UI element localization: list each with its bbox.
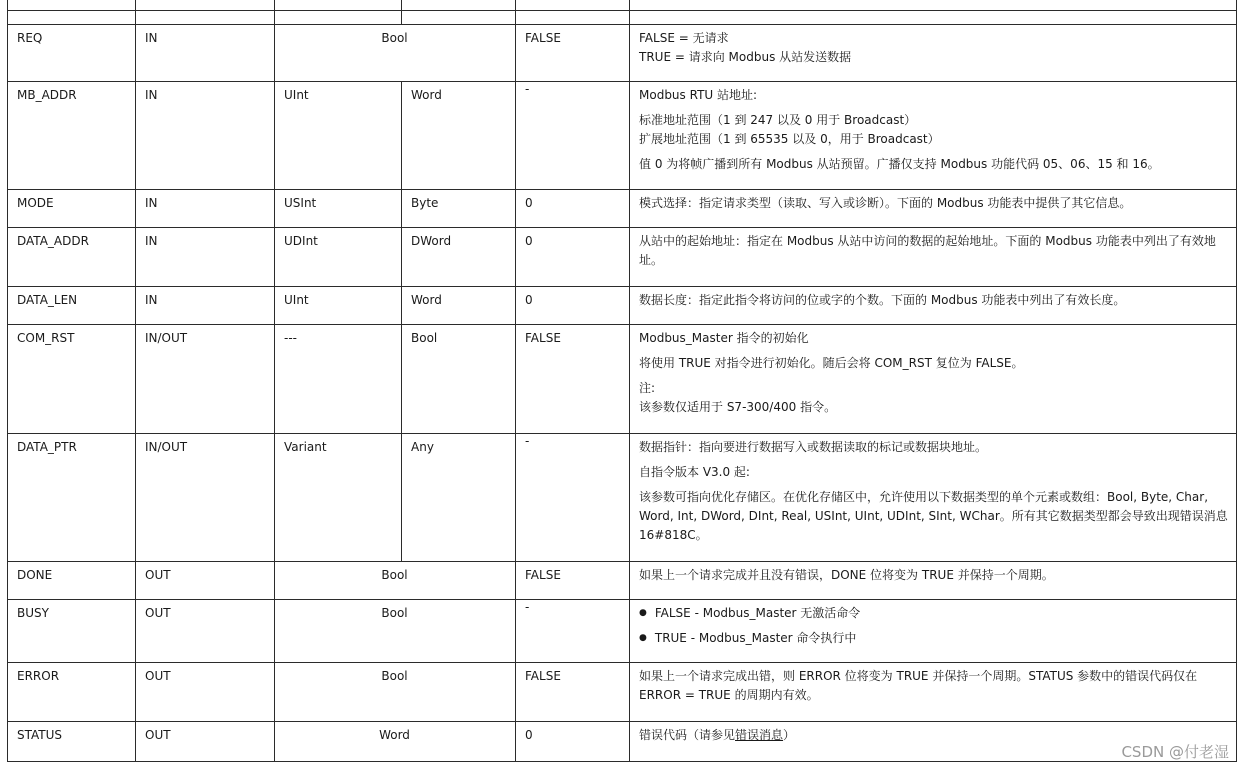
description-line: 自指令版本 V3.0 起: [639,465,750,479]
row-divider [7,761,1237,762]
bullet-dot-icon: ● [639,633,647,643]
default-value-cell: - [525,82,530,96]
data-type-s7-1200-cell: Byte [411,196,439,210]
declaration-cell: OUT [145,728,171,742]
row-divider [7,599,1237,600]
description-cell [639,232,1216,270]
description-line: 数据指针：指向要进行数据写入或数据读取的标记或数据块地址。 [639,440,988,454]
description-text: ） [783,728,796,742]
description-paragraph [639,488,1228,545]
data-type-cell: Bool [381,669,408,683]
description-line: Modbus RTU 站地址: [639,88,758,102]
description-cell [639,667,1197,705]
declaration-cell: IN [145,234,158,248]
column-divider [401,324,402,433]
description-cell [639,329,1023,417]
row-divider [7,662,1237,663]
param-name-cell: BUSY [17,606,49,620]
description-paragraph [639,566,1054,585]
param-name-cell: DATA_PTR [17,440,77,454]
description-paragraph [639,86,1160,105]
default-value-cell: FALSE [525,331,561,345]
description-cell [639,29,851,67]
description-line: 从站中的起始地址：指定在 Modbus 从站中访问的数据的起始地址。下面的 Modbus 功能表中列出了有效地 [639,234,1216,248]
param-name-cell: COM_RST [17,331,75,345]
description-paragraph [639,194,1131,213]
row-divider [7,227,1237,228]
description-line: 如果上一个请求完成出错，则 ERROR 位将变为 TRUE 并保持一个周期。STATUS 参数中的错误代码仅在 [639,669,1198,683]
description-line: FALSE = 无请求 [639,31,729,45]
description-cell [639,194,1131,213]
description-line: 标准地址范围（1 到 247 以及 0 用于 Broadcast） [639,113,917,127]
column-divider [401,81,402,189]
data-type-cell: Word [379,728,410,742]
data-type-s7-1200-cell: Any [411,440,434,454]
description-line: 注: [639,381,656,395]
description-text: 错误代码（请参见 [639,728,736,742]
description-cell [639,726,795,745]
data-type-cell: Bool [381,568,408,582]
description-line: 该参数仅适用于 S7-300/400 指令。 [639,400,837,414]
description-line: 将使用 TRUE 对指令进行初始化。随后会将 COM_RST 复位为 FALSE。 [639,356,1024,370]
default-value-cell: FALSE [525,669,561,683]
declaration-cell: IN [145,31,158,45]
description-line: 该参数可指向优化存储区。在优化存储区中，允许使用以下数据类型的单个元素或数组：Bool, Byte, Char, [639,490,1209,504]
description-line: 模式选择：指定请求类型（读取、写入或诊断）。下面的 Modbus 功能表中提供了其它信息。 [639,196,1132,210]
description-cell [639,604,860,648]
row-divider [7,721,1237,722]
row-divider [7,10,1237,11]
default-value-cell: - [525,434,530,448]
param-name-cell: STATUS [17,728,63,742]
data-type-s7-300-cell: Variant [284,440,327,454]
declaration-cell: OUT [145,606,171,620]
description-paragraph [639,463,1228,482]
param-name-cell: DONE [17,568,53,582]
column-divider [401,286,402,324]
error-messages-link[interactable]: 错误消息 [735,728,784,742]
bullet-text: TRUE - Modbus_Master 命令执行中 [654,631,857,645]
description-line: TRUE = 请求向 Modbus 从站发送数据 [639,50,852,64]
param-name-cell: MB_ADDR [17,88,77,102]
data-type-s7-1200-cell: Bool [411,331,438,345]
declaration-cell: IN [145,88,158,102]
column-divider [401,227,402,286]
column-divider [401,433,402,561]
description-paragraph [639,111,1160,149]
default-value-cell: 0 [525,293,533,307]
description-line: 16#818C。 [639,528,708,542]
description-cell [639,566,1054,585]
column-divider [401,189,402,227]
data-type-s7-300-cell: UInt [284,293,309,307]
description-paragraph [639,354,1023,373]
data-type-s7-1200-cell: Word [411,293,442,307]
description-cell [639,438,1228,545]
description-paragraph [639,667,1197,705]
column-divider [515,0,516,761]
description-line: Word, Int, DWord, DInt, Real, USInt, UInt, UDInt, SInt, WChar。所有其它数据类型都会导致出现错误消息 [639,509,1228,523]
description-line: 数据长度：指定此指令将访问的位或字的个数。下面的 Modbus 功能表中列出了有效长度。 [639,293,1126,307]
description-line: 值 0 为将帧广播到所有 Modbus 从站预留。广播仅支持 Modbus 功能代码 05、06、15 和 16。 [639,157,1160,171]
description-line: 如果上一个请求完成并且没有错误，DONE 位将变为 TRUE 并保持一个周期。 [639,568,1054,582]
declaration-cell: IN/OUT [145,440,188,454]
data-type-s7-300-cell: UDInt [284,234,318,248]
column-divider [274,0,275,761]
description-cell [639,291,1125,310]
declaration-cell: IN/OUT [145,331,188,345]
data-type-s7-300-cell: UInt [284,88,309,102]
watermark: CSDN @付老湿 [1121,743,1229,761]
description-paragraph [639,155,1160,174]
description-paragraph [639,329,1023,348]
default-value-cell: FALSE [525,568,561,582]
data-type-s7-1200-cell: Word [411,88,442,102]
description-cell [639,86,1160,174]
declaration-cell: OUT [145,568,171,582]
param-name-cell: REQ [17,31,43,45]
default-value-cell: - [525,600,530,614]
param-name-cell: MODE [17,196,54,210]
description-paragraph [639,291,1125,310]
bullet-item [639,604,860,623]
description-paragraph [639,29,851,67]
data-type-cell: Bool [381,31,408,45]
default-value-cell: 0 [525,196,533,210]
row-divider [7,433,1237,434]
param-name-cell: DATA_ADDR [17,234,89,248]
param-name-cell: DATA_LEN [17,293,78,307]
description-paragraph [639,379,1023,417]
description-line: Modbus_Master 指令的初始化 [639,331,809,345]
column-divider [7,0,8,761]
column-divider [401,10,402,24]
bullet-dot-icon: ● [639,608,647,618]
bullet-item [639,629,860,648]
data-type-s7-1200-cell: DWord [411,234,452,248]
data-type-s7-300-cell: --- [284,331,297,345]
row-divider [7,286,1237,287]
declaration-cell: OUT [145,669,171,683]
description-paragraph [639,232,1216,270]
description-line: ERROR = TRUE 的周期内有效。 [639,688,819,702]
declaration-cell: IN [145,293,158,307]
default-value-cell: FALSE [525,31,561,45]
data-type-s7-300-cell: USInt [284,196,317,210]
column-divider [629,0,630,761]
bullet-text: FALSE - Modbus_Master 无激活命令 [654,606,861,620]
column-divider [1236,0,1237,761]
column-divider [135,0,136,761]
default-value-cell: 0 [525,728,533,742]
description-line: 扩展地址范围（1 到 65535 以及 0，用于 Broadcast） [639,132,940,146]
data-type-cell: Bool [381,606,408,620]
row-divider [7,189,1237,190]
param-name-cell: ERROR [17,669,60,683]
default-value-cell: 0 [525,234,533,248]
row-divider [7,324,1237,325]
description-paragraph [639,438,1228,457]
declaration-cell: IN [145,196,158,210]
description-line: 址。 [639,253,664,267]
row-divider [7,81,1237,82]
row-divider [7,561,1237,562]
row-divider [7,24,1237,25]
